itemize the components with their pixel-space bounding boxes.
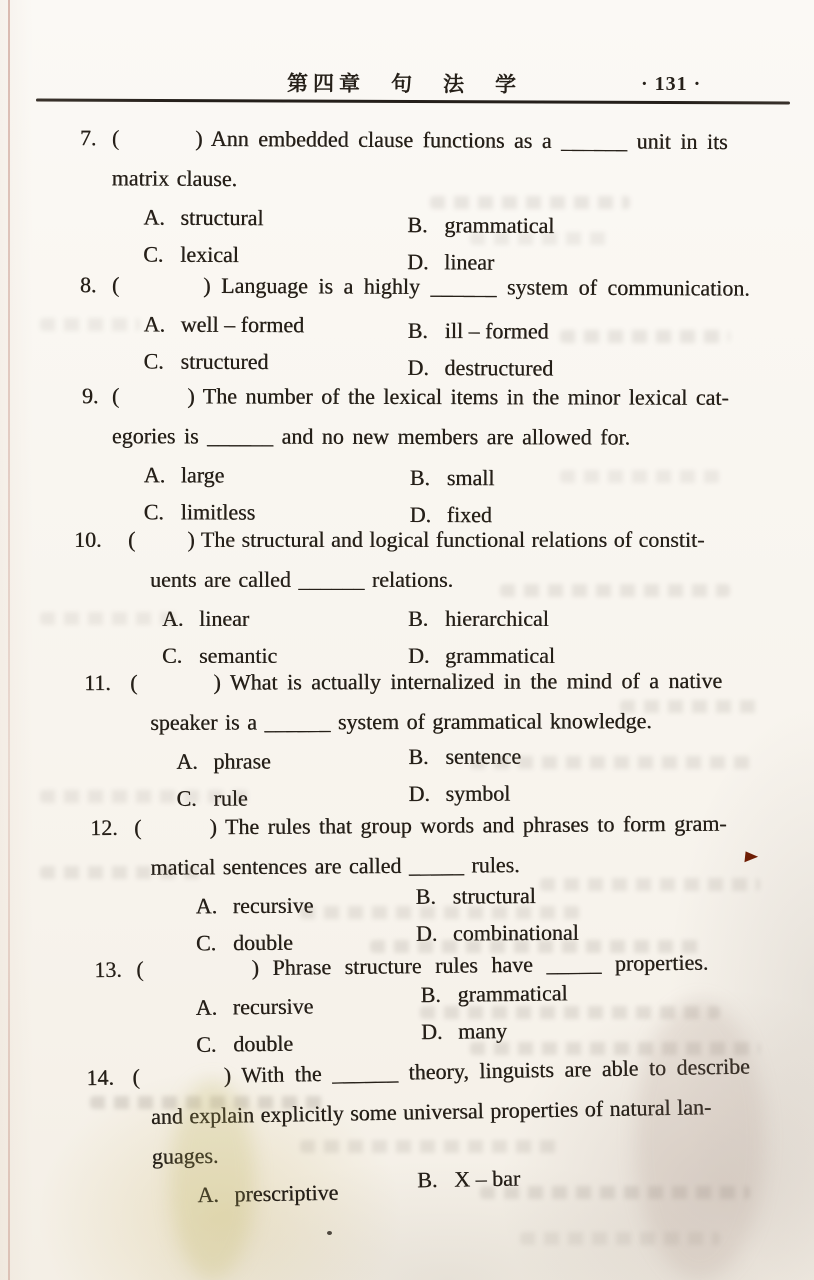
bleedthrough-smudge bbox=[40, 612, 180, 625]
option-text: structural bbox=[452, 882, 536, 909]
question-text: ( ) The number of the lexical items in the minor lexical cat- bbox=[111, 383, 729, 410]
option-text: grammatical bbox=[457, 980, 568, 1007]
option-label: B. bbox=[408, 606, 429, 631]
bleedthrough-smudge bbox=[300, 906, 580, 919]
chapter-title: 第四章 句 法 学 bbox=[286, 71, 522, 97]
question-10 bbox=[74, 520, 814, 674]
bleedthrough-smudge bbox=[40, 790, 250, 803]
option-a bbox=[144, 305, 408, 343]
question-line: uents are called ______ relations. bbox=[150, 567, 454, 592]
option-label: D. bbox=[420, 1018, 443, 1045]
option-label: B. bbox=[408, 743, 429, 769]
option-label: A. bbox=[176, 748, 198, 774]
option-text: grammatical bbox=[445, 643, 555, 668]
bleedthrough-smudge bbox=[370, 940, 700, 953]
option-text: rule bbox=[213, 785, 248, 811]
option-text: structural bbox=[180, 204, 264, 231]
bleedthrough-smudge bbox=[560, 470, 720, 483]
option-text: semantic bbox=[199, 643, 278, 668]
option-text: symbol bbox=[445, 780, 511, 806]
option-text: recursive bbox=[232, 993, 314, 1020]
option-text: recursive bbox=[232, 892, 314, 919]
question-line bbox=[81, 376, 814, 418]
question-text: ( ) Language is a highly ______ system of communication. bbox=[111, 272, 750, 301]
option-b bbox=[407, 206, 814, 246]
red-arrow-mark bbox=[744, 851, 758, 863]
option-label: A. bbox=[143, 462, 166, 488]
option-label: C. bbox=[195, 930, 217, 956]
option-text: limitless bbox=[180, 499, 256, 525]
question-number: 13. bbox=[94, 956, 122, 982]
question-number: 9. bbox=[81, 382, 99, 409]
question-line bbox=[74, 520, 814, 560]
question-number: 11. bbox=[84, 669, 111, 695]
question-line: matical sentences are called _____ rules. bbox=[150, 852, 520, 880]
option-label: A. bbox=[195, 893, 218, 919]
option-text: large bbox=[180, 462, 225, 488]
question-line: and explain explicitly some universal properties of natural lan- bbox=[150, 1094, 712, 1129]
bleedthrough-smudge bbox=[300, 1140, 560, 1153]
option-a bbox=[176, 742, 408, 780]
option-label: D. bbox=[407, 249, 429, 275]
bleedthrough-smudge bbox=[560, 330, 730, 343]
option-text: double bbox=[232, 929, 293, 956]
option-text: grammatical bbox=[444, 212, 555, 238]
option-label: C. bbox=[143, 499, 164, 525]
question-line bbox=[84, 660, 814, 702]
page-number: · 131 · bbox=[641, 73, 702, 95]
bleedthrough-smudge bbox=[500, 584, 730, 597]
option-label: B. bbox=[420, 981, 441, 1008]
option-text: combinational bbox=[452, 919, 579, 946]
option-a bbox=[144, 456, 410, 494]
header-rule bbox=[36, 99, 790, 104]
bleedthrough-smudge bbox=[430, 196, 630, 209]
option-text: double bbox=[233, 1030, 294, 1057]
option-text: X – bar bbox=[453, 1165, 521, 1192]
option-text: structured bbox=[180, 348, 269, 374]
scan-edge-line bbox=[8, 0, 10, 1280]
option-text: sentence bbox=[445, 743, 522, 769]
question-line: egories is ______ and no new members are allowed for. bbox=[111, 423, 631, 450]
question-line bbox=[79, 118, 814, 162]
option-text: well – formed bbox=[180, 311, 305, 338]
question-number: 14. bbox=[86, 1064, 115, 1090]
option-text: phrase bbox=[213, 748, 271, 774]
question-text: ( ) The structural and logical functional relations of constit- bbox=[128, 527, 705, 552]
option-label: D. bbox=[408, 643, 430, 668]
option-b bbox=[408, 600, 814, 637]
option-text: many bbox=[457, 1017, 508, 1044]
option-label: C. bbox=[162, 643, 183, 668]
option-c bbox=[143, 342, 407, 380]
option-label: C. bbox=[143, 241, 164, 267]
option-label: A. bbox=[195, 994, 218, 1020]
stain-yellow-band bbox=[170, 1080, 255, 1280]
question-text: ( ) Phrase structure rules have _____ properties. bbox=[136, 949, 709, 982]
option-label: A. bbox=[197, 1181, 220, 1208]
question-9 bbox=[82, 376, 814, 532]
option-label: D. bbox=[407, 354, 429, 380]
question-number: 8. bbox=[79, 271, 97, 298]
question-text: ( ) What is actually internalized in the mind of a native bbox=[130, 667, 723, 695]
option-text: linear bbox=[199, 606, 250, 631]
option-label: D. bbox=[409, 501, 432, 527]
option-label: B. bbox=[407, 317, 428, 343]
question-line bbox=[79, 265, 814, 309]
question-line bbox=[90, 803, 814, 848]
option-text: prescriptive bbox=[234, 1179, 339, 1207]
option-text: lexical bbox=[180, 241, 239, 267]
option-a bbox=[162, 600, 408, 637]
question-number: 12. bbox=[90, 814, 118, 840]
option-text: ill – formed bbox=[444, 317, 549, 344]
option-label: A. bbox=[162, 606, 184, 631]
bleedthrough-smudge bbox=[620, 700, 760, 713]
option-label: C. bbox=[176, 785, 197, 811]
question-line: matrix clause. bbox=[111, 165, 238, 191]
option-text: hierarchical bbox=[445, 606, 549, 631]
question-text: ( ) With the ______ theory, linguists are able to describe bbox=[132, 1053, 750, 1090]
bleedthrough-smudge bbox=[470, 232, 610, 245]
question-text: ( ) Ann embedded clause functions as a ______ unit in its bbox=[111, 125, 728, 154]
option-text: destructured bbox=[444, 354, 554, 381]
options-grid bbox=[143, 305, 814, 383]
option-text: linear bbox=[444, 249, 495, 275]
question-number: 10. bbox=[74, 527, 102, 552]
stain-gray-band bbox=[635, 1000, 765, 1280]
option-label: B. bbox=[409, 464, 430, 490]
option-a bbox=[143, 198, 407, 237]
option-label: B. bbox=[415, 883, 436, 909]
bleedthrough-smudge bbox=[40, 866, 210, 879]
bleedthrough-smudge bbox=[40, 318, 140, 331]
option-label: B. bbox=[407, 212, 428, 238]
option-label: C. bbox=[196, 1031, 217, 1057]
option-label: A. bbox=[143, 204, 165, 230]
option-label: A. bbox=[143, 311, 166, 337]
option-label: D. bbox=[415, 920, 438, 946]
option-label: D. bbox=[408, 780, 430, 806]
option-text: small bbox=[446, 464, 495, 491]
question-line: guages. bbox=[151, 1142, 219, 1169]
question-8 bbox=[79, 265, 814, 383]
bleedthrough-smudge bbox=[540, 878, 760, 891]
option-text: fixed bbox=[446, 501, 492, 528]
option-label: B. bbox=[416, 1166, 438, 1193]
question-number: 7. bbox=[79, 124, 97, 151]
question-text: ( ) The rules that group words and phrases to form gram- bbox=[134, 810, 727, 840]
option-label: C. bbox=[143, 348, 164, 374]
question-line: speaker is a ______ system of grammatical knowledge. bbox=[150, 708, 652, 735]
bleedthrough-smudge bbox=[470, 756, 750, 769]
ink-dot-mark bbox=[327, 1231, 332, 1235]
option-a bbox=[195, 986, 420, 1026]
